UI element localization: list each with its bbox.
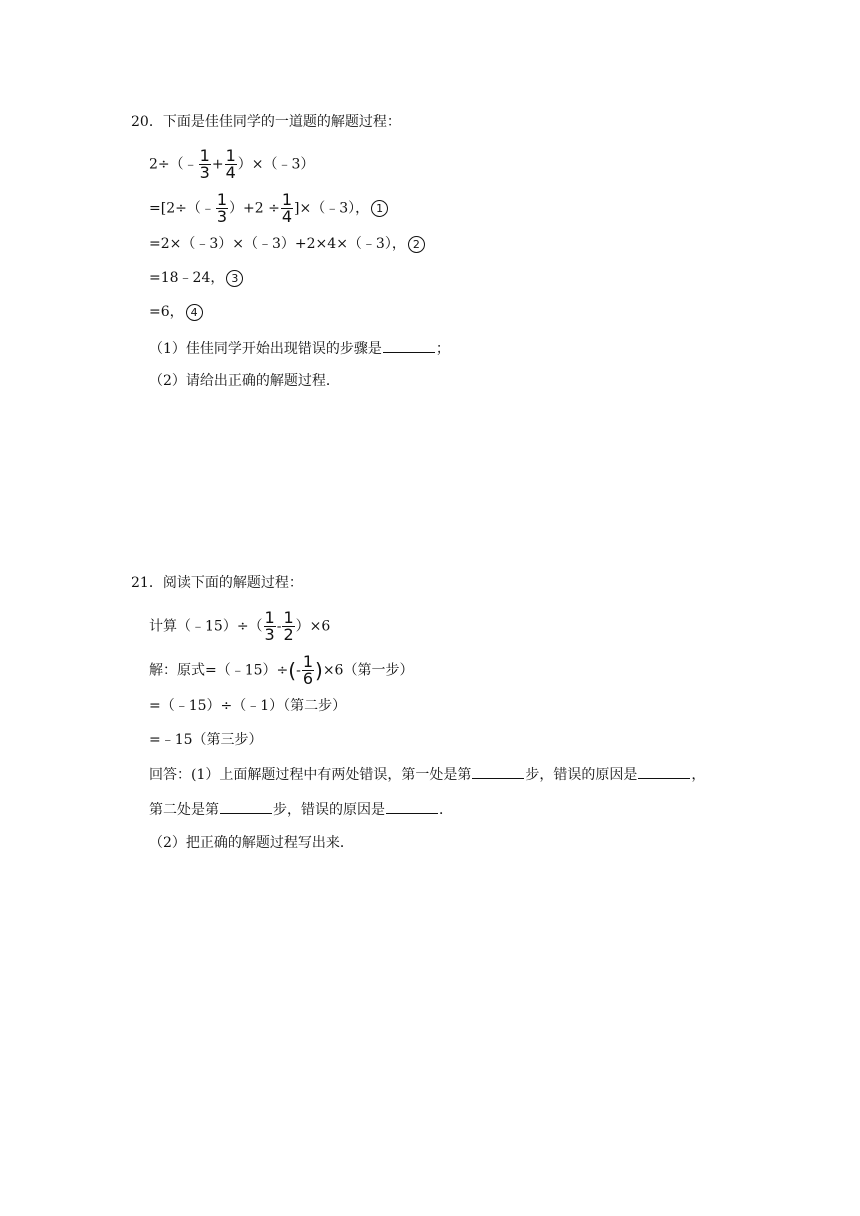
answer-blank <box>638 764 690 779</box>
fraction: $\frac{1}{3}$ <box>199 146 210 182</box>
circled-number-4: 4 <box>186 304 203 321</box>
q21-title: 21．阅读下面的解题过程： <box>131 575 303 591</box>
q21-step3: =﹣15（第三步） <box>149 732 263 748</box>
q20-step2: =2×（﹣3）×（﹣3）+2×4×（﹣3）， 2 <box>149 234 425 254</box>
q20-sub2: （2）请给出正确的解题过程． <box>149 373 340 389</box>
q20-step4: =6， 4 <box>149 302 203 322</box>
answer-blank <box>386 799 438 814</box>
q21-solution: 解：原式=（﹣15）÷(- $\frac{1}{6}$ )×6（第一步） <box>149 652 414 688</box>
q20-step1: =[2÷（﹣ $\frac{1}{3}$ ）+2 ÷ $\frac{1}{4}$ ]×（﹣3）， 1 <box>149 192 388 225</box>
circled-number-1: 1 <box>371 200 388 217</box>
q21-calc: 计算（﹣15）÷（ $\frac{1}{3}$ - $\frac{1}{2}$ ）×6 <box>149 608 331 644</box>
answer-blank <box>383 338 435 353</box>
q21-answer-line1: 回答：(1）上面解题过程中有两处错误，第一处是第 步，错误的原因是 ， <box>149 764 705 785</box>
q20-title: 20．下面是佳佳同学的一道题的解题过程： <box>131 114 401 130</box>
fraction: $\frac{1}{3}$ <box>264 608 275 644</box>
answer-blank <box>472 764 524 779</box>
q20-expression: 2÷（﹣ $\frac{1}{3}$ + $\frac{1}{4}$ ）×（﹣3） <box>149 146 315 182</box>
fraction: $\frac{1}{2}$ <box>283 608 294 644</box>
q20-step3: =18﹣24， 3 <box>149 268 243 288</box>
q21-answer-line2: 第二处是第 步，错误的原因是 ． <box>149 799 453 820</box>
fraction: $\frac{1}{4}$ <box>281 190 293 226</box>
fraction: $\frac{1}{6}$ <box>302 652 314 688</box>
q21-part2: （2）把正确的解题过程写出来． <box>149 835 354 851</box>
answer-blank <box>220 799 272 814</box>
q20-sub1: （1）佳佳同学开始出现错误的步骤是 ； <box>149 338 450 359</box>
q21-step2: =（﹣15）÷（﹣1）（第二步） <box>149 698 347 714</box>
circled-number-3: 3 <box>226 270 243 287</box>
fraction: $\frac{1}{4}$ <box>225 146 236 182</box>
circled-number-2: 2 <box>408 236 425 253</box>
fraction: $\frac{1}{3}$ <box>216 190 228 226</box>
